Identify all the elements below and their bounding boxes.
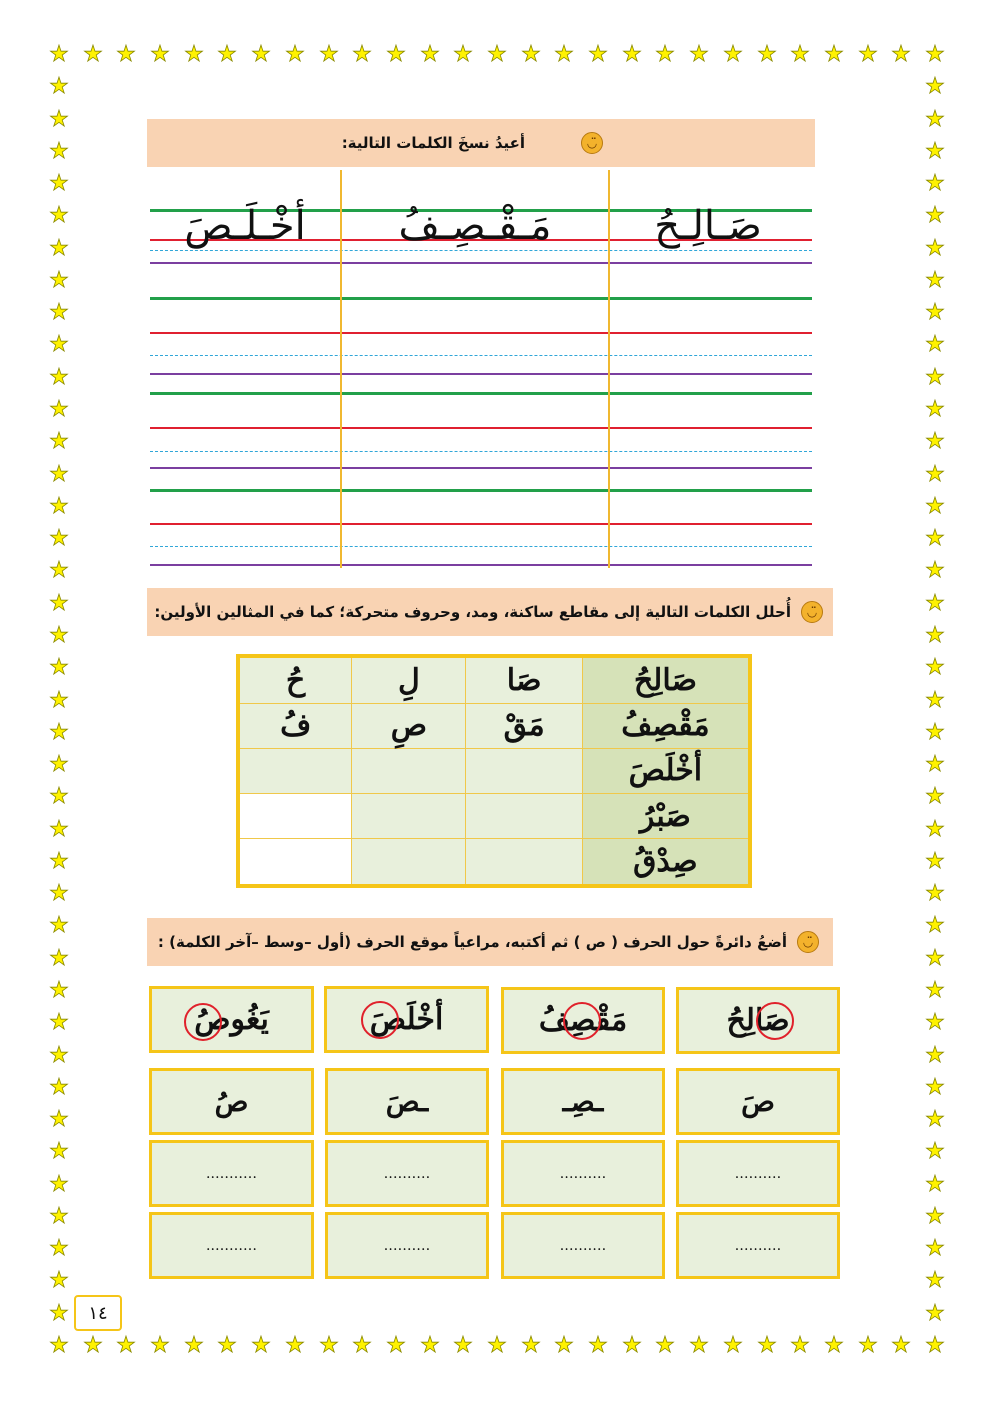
star-icon: ★	[925, 1301, 945, 1326]
star-icon: ★	[49, 1268, 69, 1293]
star-icon: ★	[689, 1333, 709, 1358]
star-icon: ★	[49, 720, 69, 745]
letter-box	[325, 1068, 489, 1135]
star-icon: ★	[49, 494, 69, 519]
letter-circle	[563, 1002, 601, 1040]
star-icon: ★	[83, 1333, 103, 1358]
star-icon: ★	[925, 849, 945, 874]
star-icon: ★	[49, 623, 69, 648]
star-icon: ★	[925, 1010, 945, 1035]
star-icon: ★	[49, 1333, 69, 1358]
star-icon: ★	[352, 42, 372, 67]
answer-placeholder: ………..	[206, 1165, 257, 1182]
star-icon: ★	[622, 42, 642, 67]
star-icon: ★	[689, 42, 709, 67]
star-icon: ★	[925, 397, 945, 422]
letter-text: ـصَ	[385, 1085, 429, 1118]
star-icon: ★	[49, 171, 69, 196]
star-icon: ★	[49, 236, 69, 261]
section3-instruction: أضعُ دائرةً حول الحرف ( ص ) ثم أكتبه، مراعياً موقع الحرف (أول –وسط –آخر الكلمة) :	[157, 933, 787, 951]
word-text: أخْلَصَ	[369, 1002, 444, 1037]
answer-placeholder: ……….	[559, 1165, 607, 1182]
answer-box[interactable]	[676, 1212, 840, 1279]
star-icon: ★	[925, 332, 945, 357]
star-icon: ★	[49, 1107, 69, 1132]
answer-box[interactable]	[325, 1140, 489, 1207]
table-cell-input[interactable]	[466, 794, 582, 839]
letter-box	[676, 1068, 840, 1135]
smiley-icon: ◡̈	[797, 931, 819, 953]
table-row	[238, 703, 750, 748]
table-cell: حُ	[238, 656, 352, 703]
star-icon: ★	[49, 429, 69, 454]
table-cell-input[interactable]	[352, 748, 466, 793]
star-icon: ★	[925, 978, 945, 1003]
table-cell: فُ	[238, 703, 352, 748]
star-icon: ★	[251, 1333, 271, 1358]
star-icon: ★	[925, 591, 945, 616]
answer-box[interactable]	[149, 1140, 314, 1207]
star-icon: ★	[49, 268, 69, 293]
table-row	[238, 794, 750, 839]
letter-text: صُ	[214, 1085, 249, 1118]
star-icon: ★	[723, 1333, 743, 1358]
table-cell-input[interactable]	[352, 839, 466, 886]
star-icon: ★	[49, 784, 69, 809]
star-icon: ★	[285, 1333, 305, 1358]
star-icon: ★	[49, 1043, 69, 1068]
star-icon: ★	[790, 1333, 810, 1358]
star-icon: ★	[925, 1204, 945, 1229]
star-icon: ★	[49, 1204, 69, 1229]
star-icon: ★	[150, 42, 170, 67]
star-icon: ★	[925, 1043, 945, 1068]
section3-banner	[147, 918, 833, 966]
section1-banner	[147, 119, 815, 167]
star-icon: ★	[49, 1172, 69, 1197]
star-icon: ★	[925, 946, 945, 971]
star-icon: ★	[487, 1333, 507, 1358]
answer-placeholder: ……….	[383, 1237, 431, 1254]
star-icon: ★	[925, 655, 945, 680]
star-icon: ★	[925, 720, 945, 745]
star-icon: ★	[925, 268, 945, 293]
star-icon: ★	[251, 42, 271, 67]
table-cell: لِ	[352, 656, 466, 703]
star-icon: ★	[319, 42, 339, 67]
star-icon: ★	[925, 558, 945, 583]
star-icon: ★	[116, 1333, 136, 1358]
table-cell-input[interactable]	[238, 839, 352, 886]
star-icon: ★	[49, 365, 69, 390]
table-cell-word: صَالِحُ	[582, 656, 750, 703]
star-icon: ★	[925, 1333, 945, 1358]
star-icon: ★	[285, 42, 305, 67]
smiley-icon: ◡̈	[801, 601, 823, 623]
star-icon: ★	[622, 1333, 642, 1358]
star-icon: ★	[925, 784, 945, 809]
answer-box[interactable]	[676, 1140, 840, 1207]
star-icon: ★	[554, 42, 574, 67]
star-icon: ★	[49, 203, 69, 228]
star-icon: ★	[521, 1333, 541, 1358]
star-icon: ★	[858, 1333, 878, 1358]
star-icon: ★	[420, 42, 440, 67]
star-icon: ★	[925, 1268, 945, 1293]
syllable-table	[236, 654, 752, 888]
star-icon: ★	[723, 42, 743, 67]
star-icon: ★	[184, 1333, 204, 1358]
star-icon: ★	[655, 1333, 675, 1358]
star-icon: ★	[49, 849, 69, 874]
answer-placeholder: ……….	[559, 1237, 607, 1254]
star-icon: ★	[521, 42, 541, 67]
star-icon: ★	[655, 42, 675, 67]
table-cell: مَقْ	[466, 703, 582, 748]
answer-placeholder: ……….	[383, 1165, 431, 1182]
page-number: ١٤	[74, 1295, 122, 1331]
star-icon: ★	[891, 1333, 911, 1358]
section2-instruction: أُحلل الكلمات التالية إلى مقاطع ساكنة، ومد، وحروف متحركة؛ كما في المثالين الأولين:	[154, 603, 791, 621]
answer-box[interactable]	[325, 1212, 489, 1279]
star-icon: ★	[150, 1333, 170, 1358]
letter-text: ـصِـ	[562, 1085, 604, 1118]
table-row	[238, 748, 750, 793]
star-icon: ★	[49, 1301, 69, 1326]
answer-placeholder: ………..	[206, 1237, 257, 1254]
table-cell-input[interactable]	[466, 748, 582, 793]
star-icon: ★	[184, 42, 204, 67]
table-cell: صِ	[352, 703, 466, 748]
star-icon: ★	[487, 42, 507, 67]
copy-word-2: مَـقْـصِـفُ	[398, 203, 552, 249]
star-icon: ★	[49, 1236, 69, 1261]
star-icon: ★	[925, 1236, 945, 1261]
answer-box[interactable]	[501, 1140, 665, 1207]
table-cell: صَا	[466, 656, 582, 703]
letter-circle	[361, 1001, 399, 1039]
star-icon: ★	[925, 1139, 945, 1164]
table-cell-word: صَبْرُ	[582, 794, 750, 839]
table-cell-word: مَقْصِفُ	[582, 703, 750, 748]
star-icon: ★	[49, 300, 69, 325]
star-icon: ★	[49, 74, 69, 99]
copy-word-3: أخْـلَـصَ	[184, 203, 306, 249]
star-icon: ★	[217, 42, 237, 67]
star-icon: ★	[925, 300, 945, 325]
star-icon: ★	[386, 1333, 406, 1358]
star-icon: ★	[925, 688, 945, 713]
star-icon: ★	[757, 42, 777, 67]
star-icon: ★	[352, 1333, 372, 1358]
section2-banner	[147, 588, 833, 636]
star-icon: ★	[588, 42, 608, 67]
section1-instruction: أعيدُ نسخَ الكلمات التالية:	[341, 134, 525, 152]
table-cell-input[interactable]	[466, 839, 582, 886]
table-cell-word: صِدْقُ	[582, 839, 750, 886]
letter-text: صَ	[741, 1085, 775, 1118]
star-icon: ★	[49, 913, 69, 938]
star-icon: ★	[925, 913, 945, 938]
star-icon: ★	[49, 558, 69, 583]
word-text: يَغُوصُ	[194, 1002, 269, 1037]
star-icon: ★	[925, 462, 945, 487]
star-icon: ★	[757, 1333, 777, 1358]
table-row	[238, 656, 750, 703]
star-icon: ★	[925, 42, 945, 67]
star-icon: ★	[925, 203, 945, 228]
star-icon: ★	[49, 688, 69, 713]
answer-placeholder: ……….	[734, 1165, 782, 1182]
star-icon: ★	[925, 139, 945, 164]
star-icon: ★	[925, 107, 945, 132]
star-icon: ★	[49, 42, 69, 67]
star-icon: ★	[554, 1333, 574, 1358]
answer-box[interactable]	[149, 1212, 314, 1279]
star-icon: ★	[217, 1333, 237, 1358]
table-cell-input[interactable]	[352, 794, 466, 839]
letter-box	[501, 1068, 665, 1135]
star-icon: ★	[925, 1172, 945, 1197]
star-icon: ★	[49, 817, 69, 842]
star-icon: ★	[925, 1107, 945, 1132]
star-icon: ★	[83, 42, 103, 67]
star-icon: ★	[49, 139, 69, 164]
star-icon: ★	[925, 752, 945, 777]
star-icon: ★	[824, 1333, 844, 1358]
star-icon: ★	[49, 1139, 69, 1164]
star-icon: ★	[49, 946, 69, 971]
star-icon: ★	[49, 1010, 69, 1035]
star-icon: ★	[925, 623, 945, 648]
star-icon: ★	[386, 42, 406, 67]
star-icon: ★	[49, 881, 69, 906]
copy-word-1: صَـالِـحُ	[654, 203, 762, 249]
star-icon: ★	[49, 397, 69, 422]
letter-circle	[184, 1003, 222, 1041]
star-icon: ★	[925, 171, 945, 196]
star-icon: ★	[49, 462, 69, 487]
star-icon: ★	[891, 42, 911, 67]
star-icon: ★	[453, 1333, 473, 1358]
star-icon: ★	[925, 429, 945, 454]
star-icon: ★	[116, 42, 136, 67]
table-cell-input[interactable]	[238, 748, 352, 793]
star-icon: ★	[49, 107, 69, 132]
star-icon: ★	[925, 494, 945, 519]
star-icon: ★	[453, 42, 473, 67]
star-icon: ★	[925, 74, 945, 99]
star-icon: ★	[49, 978, 69, 1003]
star-icon: ★	[588, 1333, 608, 1358]
star-icon: ★	[790, 42, 810, 67]
star-icon: ★	[49, 1075, 69, 1100]
star-icon: ★	[49, 752, 69, 777]
word-text: صَالِحُ	[726, 1003, 790, 1038]
star-icon: ★	[925, 365, 945, 390]
star-icon: ★	[49, 526, 69, 551]
star-icon: ★	[858, 42, 878, 67]
star-icon: ★	[420, 1333, 440, 1358]
table-row	[238, 839, 750, 886]
word-text: مَقْصِفُ	[538, 1003, 628, 1038]
star-icon: ★	[49, 332, 69, 357]
letter-box	[149, 1068, 314, 1135]
star-icon: ★	[824, 42, 844, 67]
star-icon: ★	[925, 236, 945, 261]
star-icon: ★	[925, 526, 945, 551]
star-icon: ★	[49, 591, 69, 616]
star-icon: ★	[319, 1333, 339, 1358]
star-icon: ★	[49, 655, 69, 680]
star-icon: ★	[925, 881, 945, 906]
star-icon: ★	[925, 817, 945, 842]
table-cell-input[interactable]	[238, 794, 352, 839]
word-box	[149, 986, 314, 1053]
answer-placeholder: ……….	[734, 1237, 782, 1254]
word-box	[324, 986, 489, 1053]
star-icon: ★	[925, 1075, 945, 1100]
letter-circle	[756, 1002, 794, 1040]
smiley-icon: ◡̈	[581, 132, 603, 154]
answer-box[interactable]	[501, 1212, 665, 1279]
table-cell-word: أخْلَصَ	[582, 748, 750, 793]
